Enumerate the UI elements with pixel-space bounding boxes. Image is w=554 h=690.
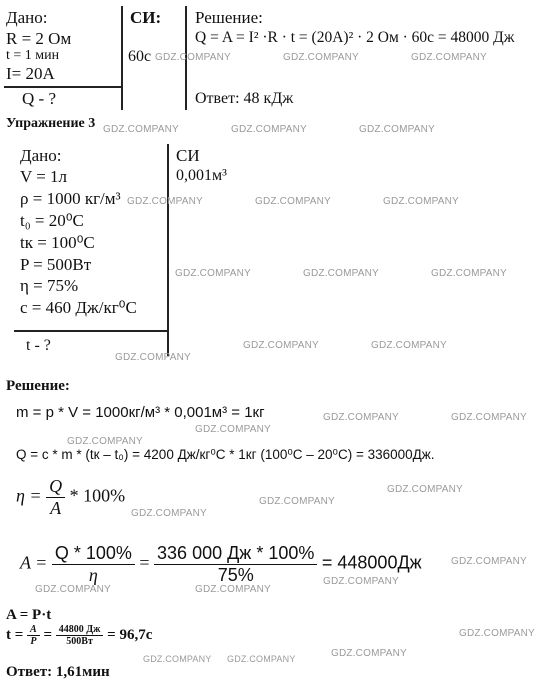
watermark: GDZ.COMPANY — [195, 424, 271, 435]
eta-numerator: Q — [49, 476, 63, 496]
watermark: GDZ.COMPANY — [323, 576, 399, 587]
watermark: GDZ.COMPANY — [143, 654, 212, 664]
watermark: GDZ.COMPANY — [231, 124, 307, 135]
given-time: t = 1 мин — [6, 48, 60, 63]
a-fraction-1 — [52, 543, 135, 586]
watermark: GDZ.COMPANY — [451, 412, 527, 423]
t-fraction-2 — [56, 624, 104, 647]
heat-formula: Q = A = I² ·R · t = (20A)² · 2 Ом · 60с = 48000 Дж — [195, 29, 515, 46]
si-time-value: 60с — [128, 48, 152, 65]
watermark: GDZ.COMPANY — [175, 268, 251, 279]
watermark: GDZ.COMPANY — [387, 484, 463, 495]
watermark: GDZ.COMPANY — [35, 584, 111, 595]
ex-si-label: СИ — [176, 146, 200, 165]
t-denominator-2: 500Вт — [56, 635, 104, 647]
t-equals: = — [43, 626, 53, 643]
t-fraction-1 — [27, 624, 40, 647]
watermark: GDZ.COMPANY — [127, 196, 203, 207]
a-denominator-1: η — [52, 564, 135, 586]
eta-lhs: η = — [16, 485, 42, 506]
t-denominator-1: P — [27, 635, 40, 647]
eta-fraction — [46, 476, 65, 519]
ex-given-divider — [14, 330, 168, 332]
watermark: GDZ.COMPANY — [459, 628, 535, 639]
ex-given-volume: V = 1л — [20, 167, 68, 186]
ex-given-efficiency: η = 75% — [20, 276, 79, 295]
answer-top: Ответ: 48 кДж — [195, 90, 294, 107]
watermark: GDZ.COMPANY — [411, 52, 487, 63]
a-fraction-2 — [154, 543, 317, 586]
ex-find-time: t - ? — [26, 337, 51, 354]
ex-given-density: ρ = 1000 кг/м³ — [20, 189, 121, 208]
watermark: GDZ.COMPANY — [259, 496, 335, 507]
ex-given-heat-capacity: c = 460 Дж/кг⁰С — [20, 298, 137, 317]
a-denominator-2: 75% — [154, 564, 317, 586]
given-column-border — [121, 6, 123, 110]
watermark: GDZ.COMPANY — [103, 124, 179, 135]
a-result: = 448000Дж — [321, 552, 422, 573]
watermark: GDZ.COMPANY — [155, 52, 231, 63]
watermark: GDZ.COMPANY — [331, 648, 407, 659]
efficiency-formula — [16, 476, 125, 519]
a-equals: = — [139, 552, 150, 573]
final-answer: Ответ: 1,61мин — [6, 664, 110, 680]
watermark: GDZ.COMPANY — [115, 352, 191, 363]
ex-given-power: P = 500Вт — [20, 255, 92, 274]
heat-formula-2: Q = c * m * (tк – t₀) = 4200 Дж/кг⁰С * 1кг (100⁰С – 20⁰С) = 336000Дж. — [16, 447, 435, 462]
given-divider — [4, 86, 122, 88]
time-formula — [6, 624, 152, 647]
ex-si-volume: 0,001м³ — [176, 167, 227, 184]
watermark: GDZ.COMPANY — [359, 124, 435, 135]
ex-given-t0: t₀ = 20⁰С — [20, 211, 84, 230]
t-lhs: t = — [6, 626, 24, 643]
find-heat: Q - ? — [22, 89, 56, 108]
given-label: Дано: — [6, 8, 48, 27]
watermark: GDZ.COMPANY — [323, 412, 399, 423]
mass-formula: m = p * V = 1000кг/м³ * 0,001м³ = 1кг — [16, 404, 265, 421]
watermark: GDZ.COMPANY — [255, 196, 331, 207]
work-power-time: A = P·t — [6, 607, 52, 623]
solution-label: Решение: — [195, 8, 263, 27]
ex-given-label: Дано: — [20, 146, 62, 165]
a-numerator-1: Q * 100% — [54, 543, 132, 563]
watermark: GDZ.COMPANY — [383, 196, 459, 207]
watermark: GDZ.COMPANY — [227, 654, 296, 664]
si-label: СИ: — [130, 8, 162, 27]
watermark: GDZ.COMPANY — [67, 436, 143, 447]
watermark: GDZ.COMPANY — [451, 556, 527, 567]
exercise-title: Упражнение 3 — [6, 116, 96, 131]
watermark: GDZ.COMPANY — [131, 508, 207, 519]
watermark: GDZ.COMPANY — [195, 584, 271, 595]
solution-title: Решение: — [6, 378, 70, 394]
watermark: GDZ.COMPANY — [283, 52, 359, 63]
t-numerator-1: A — [30, 624, 37, 635]
a-lhs: A = — [20, 552, 48, 573]
a-numerator-2: 336 000 Дж * 100% — [157, 543, 315, 563]
t-numerator-2: 44800 Дж — [58, 624, 101, 635]
given-current: I= 20A — [6, 64, 55, 83]
given-resistance: R = 2 Ом — [6, 29, 72, 48]
watermark: GDZ.COMPANY — [303, 268, 379, 279]
eta-rhs: * 100% — [69, 485, 126, 506]
watermark: GDZ.COMPANY — [371, 340, 447, 351]
watermark: GDZ.COMPANY — [243, 340, 319, 351]
ex-given-tk: tк = 100⁰С — [20, 233, 95, 252]
ex-given-column-border — [167, 144, 169, 356]
eta-denominator: A — [46, 497, 65, 519]
watermark: GDZ.COMPANY — [431, 268, 507, 279]
t-result: = 96,7с — [107, 626, 153, 643]
